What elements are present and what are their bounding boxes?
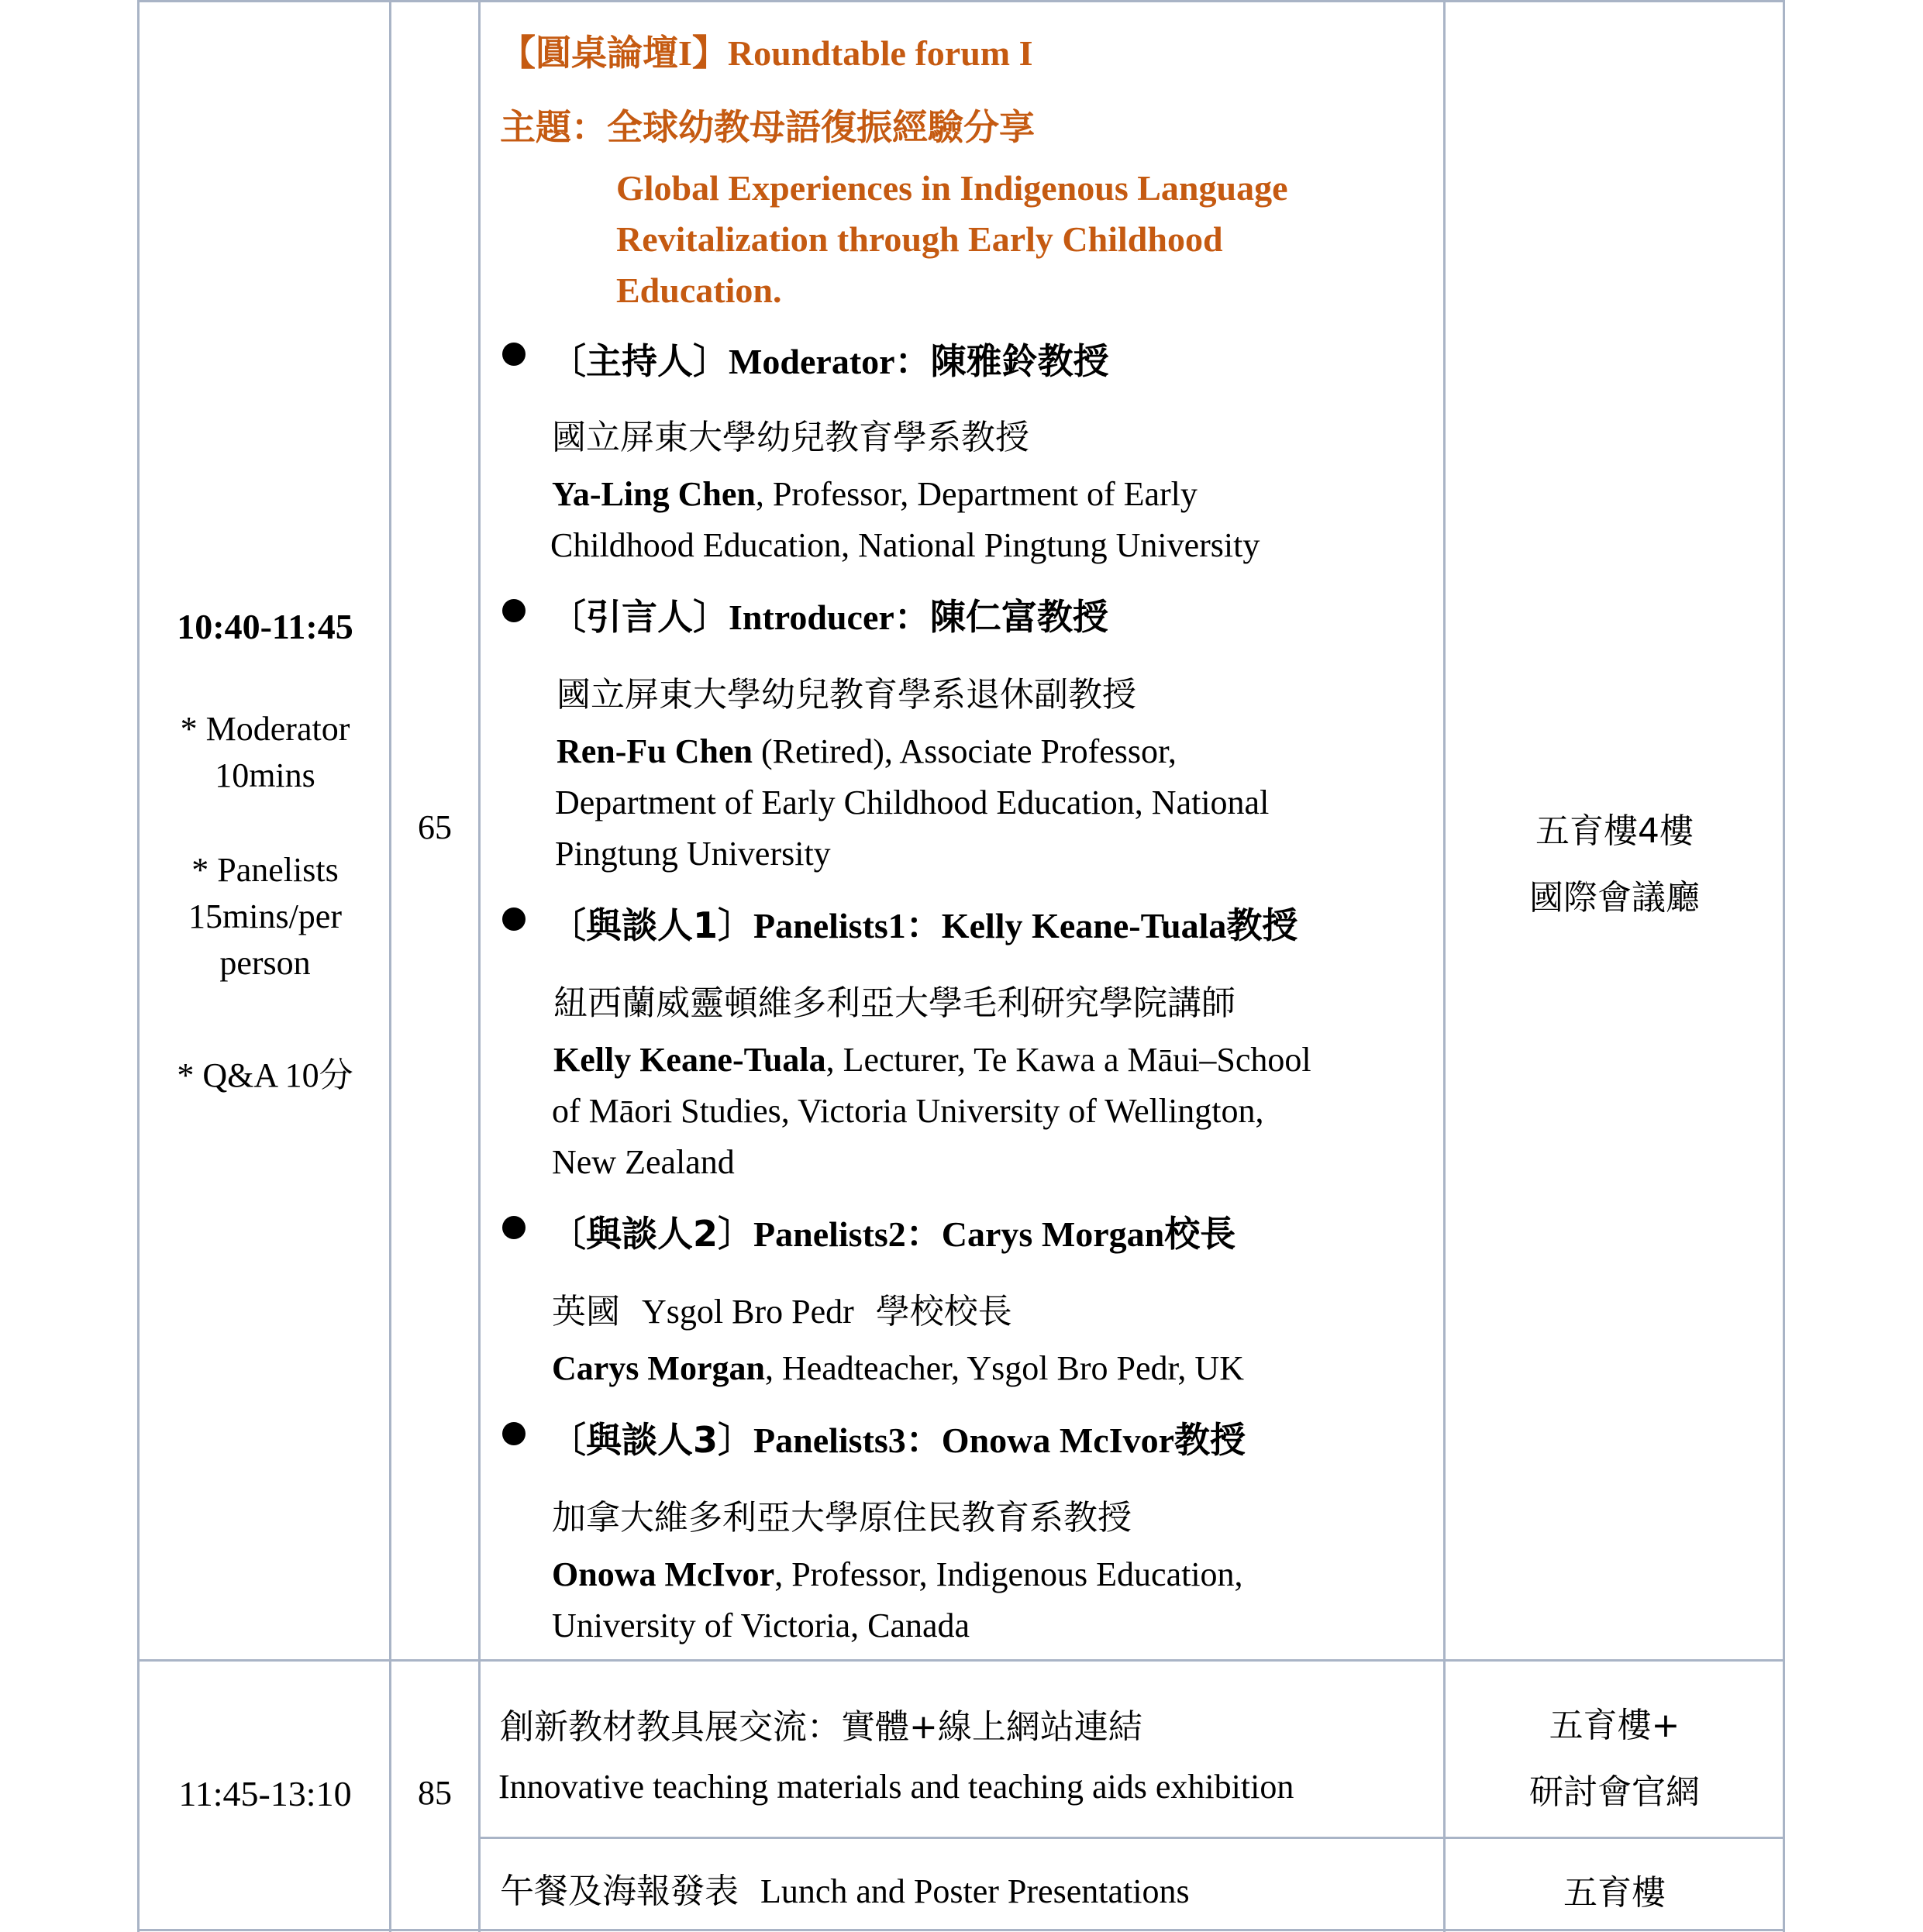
row2-activity-en: Innovative teaching materials and teaching aids exhibition [498,1768,1294,1806]
row2-activity-zh: 創新教材教具展交流：實體+線上網站連結 [500,1707,1142,1747]
speaker-role-zh: 〔與談人1〕 [550,904,754,946]
speaker-affil-zh: 國立屏東大學幼兒教育學系退休副教授 [557,675,1136,715]
speaker-desc-text: (Retired), Associate Professor, [753,732,1177,770]
row2-venue-line2: 研討會官網 [1529,1772,1700,1812]
speaker-role-zh: 〔與談人2〕 [550,1213,754,1255]
forum-theme-en-line3: Education. [616,270,782,310]
speaker-role-zh: 〔主持人〕 [550,340,729,382]
bullet-icon [502,343,526,366]
speaker-name-zh: 陳仁富教授 [929,596,1108,638]
speaker-role-en: Moderator [729,342,895,381]
row3-activity-en: Lunch and Poster Presentations [760,1872,1190,1910]
speaker-desc-text: , Headteacher, Ysgol Bro Pedr, UK [764,1349,1244,1387]
speaker-sep: ： [905,904,942,946]
speaker-sep: ： [905,1419,942,1461]
speaker-desc-text: , Professor, Indigenous Education, [774,1555,1243,1593]
speaker-affil-zh: 加拿大維多利亞大學原住民教育系教授 [552,1498,1132,1538]
speaker-role-en: Introducer [729,598,894,637]
row3-venue: 五育樓 [1563,1873,1666,1913]
forum-theme-en-line1: Global Experiences in Indigenous Language [616,168,1288,208]
speaker-heading-moderator [550,333,1109,384]
speaker-role-en: Panelists2 [753,1214,906,1254]
speaker-affil-zh: 紐西蘭威靈頓維多利亞大學毛利研究學院講師 [553,983,1235,1023]
speaker-desc-line1 [552,1555,1243,1594]
speaker-name-zh: Onowa McIvor教授 [941,1421,1246,1460]
speaker-desc-line2: Department of Early Childhood Education, National [555,783,1270,821]
row1-note-moderator: * Moderator [180,710,350,748]
speaker-name-zh: 陳雅鈴教授 [930,340,1109,382]
table-row-divider [137,1659,1785,1662]
speaker-sep: ： [905,1213,942,1255]
speaker-desc-line1 [557,732,1177,771]
row1-note-panelists: * Panelists [191,851,339,889]
forum-title: 【圓桌論壇I】Roundtable forum I [500,33,1033,73]
table-divider-content [1443,0,1446,1932]
speaker-desc-line3: New Zealand [552,1143,735,1181]
speaker-desc-line2: University of Victoria, Canada [552,1607,970,1644]
row1-note-panelists-unit: person [219,944,311,982]
speaker-name-zh: Carys Morgan校長 [941,1214,1236,1254]
speaker-sep: ： [894,596,930,638]
row3-activity [500,1863,1190,1913]
table-divider-minutes [478,0,481,1932]
speaker-name-en: Onowa McIvor [552,1555,775,1593]
speaker-name-en: Kelly Keane-Tuala [553,1041,826,1079]
speaker-desc-line1 [553,1040,1311,1080]
row1-venue-building: 五育樓4樓 [1535,811,1694,851]
forum-theme-en-line2: Revitalization through Early Childhood [616,219,1223,259]
speaker-affil-zh: 國立屏東大學幼兒教育學系教授 [552,418,1029,457]
speaker-role-en: Panelists3 [753,1421,906,1460]
row1-note-panelists-time: 15mins/per [188,897,342,935]
forum-theme: 主題：全球幼教母語復振經驗分享 [500,106,1035,148]
row1-note-moderator-time: 10mins [215,756,315,794]
speaker-name-en: Ren-Fu Chen [557,732,753,770]
row2-minutes: 85 [418,1774,452,1812]
speaker-sep: ： [894,340,931,382]
row1-venue-room: 國際會議廳 [1529,878,1700,918]
speaker-affil-title: 學校校長 [875,1292,1012,1331]
table-border-top [137,0,1785,2]
speaker-desc-line2: Childhood Education, National Pingtung University [550,526,1260,564]
bullet-icon [502,1216,526,1239]
row1-minutes: 65 [418,808,452,846]
speaker-affil-school: Ysgol Bro Pedr [642,1293,854,1331]
row3-activity-zh: 午餐及海報發表 [500,1872,739,1911]
speaker-heading-panelist3 [550,1412,1246,1463]
speaker-desc-line2: of Māori Studies, Victoria University of Wellington, [552,1092,1264,1130]
speaker-affil [552,1283,1012,1333]
speaker-desc-line3: Pingtung University [555,835,831,873]
bullet-icon [502,907,526,931]
speaker-role-zh: 〔引言人〕 [550,596,729,638]
bullet-icon [502,1422,526,1445]
speaker-heading-panelist1 [550,897,1298,949]
row2-venue-line1: 五育樓+ [1549,1706,1680,1745]
speaker-desc-line1 [552,474,1198,514]
speaker-role-zh: 〔與談人3〕 [550,1419,754,1461]
speaker-affil-country: 英國 [552,1292,620,1331]
speaker-name-en: Ya-Ling Chen [552,475,756,513]
speaker-name-zh: Kelly Keane-Tuala教授 [941,906,1298,945]
table-border-bottom [137,1929,1785,1931]
row1-note-qa: * Q&A 10分 [177,1056,353,1094]
row1-time: 10:40-11:45 [177,607,353,646]
speaker-desc-line1 [552,1348,1244,1388]
row2-time: 11:45-13:10 [178,1774,352,1813]
speaker-name-en: Carys Morgan [552,1349,765,1387]
table-border-right [1783,0,1785,1932]
speaker-role-en: Panelists1 [753,906,906,945]
table-subrow-divider [478,1837,1785,1839]
bullet-icon [502,599,526,622]
speaker-heading-introducer [550,589,1108,640]
speaker-desc-text: , Lecturer, Te Kawa a Māui–School [825,1041,1311,1079]
speaker-desc-text: , Professor, Department of Early [755,475,1198,513]
speaker-heading-panelist2 [550,1206,1235,1257]
